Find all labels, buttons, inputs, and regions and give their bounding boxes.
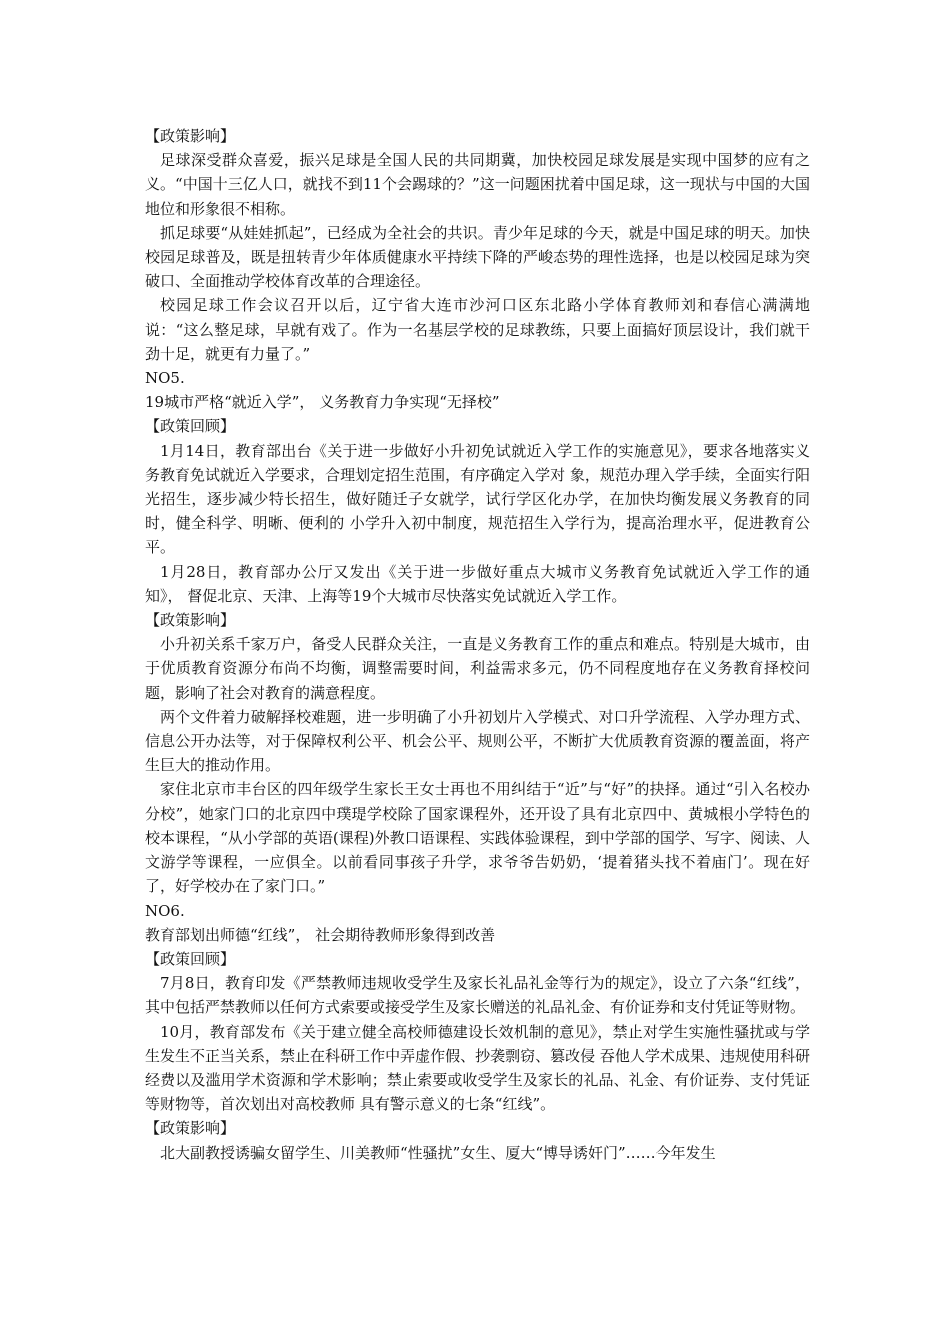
section-heading-policy-review: 【政策回顾】: [145, 949, 236, 968]
paragraph-ethics-july8: 7月8日，教育印发《严禁教师违规收受学生及家长礼品礼金等行为的规定》，设立了六条“红线”，其中包括严禁教师以任何方式索要或接受学生及家长赠送的礼品礼金、有价证券和支付凭证等财物。: [145, 974, 810, 1017]
document-page: [145, 124, 810, 1165]
section-heading-policy-impact: 【政策影响】: [145, 611, 236, 630]
section-heading-policy-impact: 【政策影响】: [145, 1119, 236, 1138]
section-title-no5: 19城市严格“就近入学”， 义务教育力争实现“无择校”: [145, 393, 500, 412]
paragraph-admission-parent: 家住北京市丰台区的四年级学生家长王女士再也不用纠结于“近”与“好”的抉择。通过“引入名校办分校”，她家门口的北京四中璞瑅学校除了国家课程外，还开设了具有北京四中、黄城根小学特色的校本课程，“从小学部的英语(课程)外教口语课程、实践体验课程，到中学部的国学、写字、阅读、人文游学等课程，一应俱全。以前看同事孩子升学，求爷爷告奶奶，‘提着猪头找不着庙门’。现在好了，好学校办在了家门口。”: [145, 780, 810, 896]
section-heading-policy-impact: 【政策影响】: [145, 127, 236, 145]
paragraph-football-youth: 抓足球要“从娃娃抓起”，已经成为全社会的共识。青少年足球的今天，就是中国足球的明天。加快校园足球普及，既是扭转青少年体质健康水平持续下降的严峻态势的理性选择，也是以校园足球为突破口、全面推动学校体育改革的合理途径。: [145, 223, 810, 291]
section-heading-policy-review: 【政策回顾】: [145, 417, 236, 436]
paragraph-ethics-impact: 北大副教授诱骗女留学生、川美教师“性骚扰”女生、厦大“博导诱奸门”……今年发生: [160, 1143, 716, 1162]
section-number-no5: NO5.: [145, 369, 185, 388]
paragraph-admission-jan28: 1月28日，教育部办公厅又发出《关于进一步做好重点大城市义务教育免试就近入学工作的通知》， 督促北京、天津、上海等19个大城市尽快落实免试就近入学工作。: [145, 562, 810, 605]
paragraph-ethics-october: 10月，教育部发布《关于建立健全高校师德建设长效机制的意见》，禁止对学生实施性骚扰或与学生发生不正当关系，禁止在科研工作中弄虚作假、抄袭剽窃、篡改侵 吞他人学术成果、违规使用科研经费以及滥用学术资源和学术影响；禁止索要或收受学生及家长的礼品、礼金、有价证券、支付凭证等财物等，首次划出对高校教师 具有警示意义的七条“红线”。: [145, 1022, 810, 1114]
section-number-no6: NO6.: [145, 901, 185, 920]
paragraph-admission-documents: 两个文件着力破解择校难题，进一步明确了小升初划片入学模式、对口升学流程、入学办理方式、信息公开办法等，对于保障权利公平、机会公平、规则公平，不断扩大优质教育资源的覆盖面，将产生巨大的推动作用。: [145, 707, 810, 775]
section-title-no6: 教育部划出师德“红线”， 社会期待教师形象得到改善: [145, 925, 496, 944]
paragraph-admission-impact: 小升初关系千家万户，备受人民群众关注，一直是义务教育工作的重点和难点。特别是大城市，由于优质教育资源分布尚不均衡，调整需要时间，利益需求多元，仍不同程度地存在义务教育择校问题，影响了社会对教育的满意程度。: [145, 635, 810, 702]
paragraph-football-intro: 足球深受群众喜爱，振兴足球是全国人民的共同期冀，加快校园足球发展是实现中国梦的应有之义。“中国十三亿人口，就找不到11个会踢球的？”这一问题困扰着中国足球，这一现状与中国的大国地位和形象很不相称。: [145, 151, 810, 218]
paragraph-admission-jan14: 1月14日，教育部出台《关于进一步做好小升初免试就近入学工作的实施意见》，要求各地落实义务教育免试就近入学要求，合理划定招生范围，有序确定入学对 象，规范办理入学手续，全面实行阳光招生，逐步减少特长招生，做好随迁子女就学，试行学区化办学，在加快均衡发展义务教育的同时，健全科学、明晰、便利的 小学升入初中制度，规范招生入学行为，提高治理水平，促进教育公平。: [145, 441, 810, 557]
paragraph-football-quote: 校园足球工作会议召开以后，辽宁省大连市沙河口区东北路小学体育教师刘和春信心满满地说：“这么整足球，早就有戏了。作为一名基层学校的足球教练，只要上面搞好顶层设计，我们就干劲十足，就更有力量了。”: [145, 296, 810, 363]
